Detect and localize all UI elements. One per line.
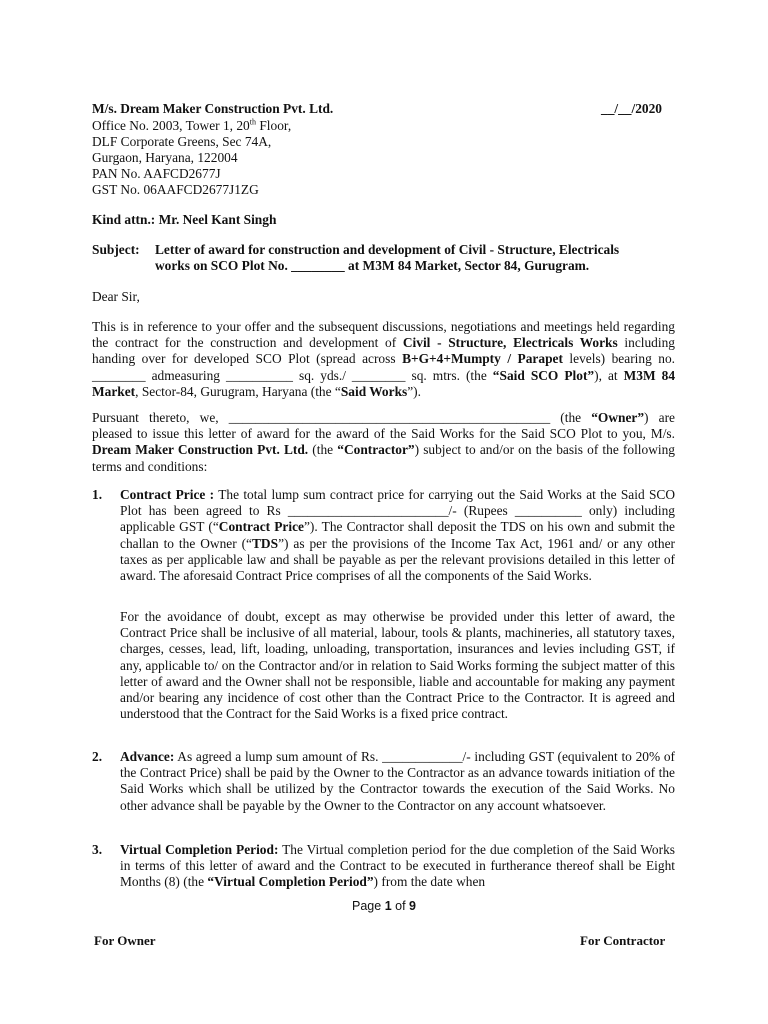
address-line-2: DLF Corporate Greens, Sec 74A, xyxy=(92,134,272,149)
signature-contractor: For Contractor xyxy=(580,933,666,948)
clause-1-number: 1. xyxy=(92,487,103,502)
clause-1-paragraph-2: For the avoidance of doubt, except as may otherwise be provided under this letter of award, the Contract Price shall be inclusive of all material, labour, tools & plants, machineries, all statutory taxes, charges, cesses, lead, lift, loading, unloading, transportation, insurances and levies including GST, if any, applicable to/ on the Contractor and/or in relation to Said Works forming the subject matter of this letter of award and the Owner shall not be responsible, liable and accountable for making any payment and/or bearing any incidence of cost other than the Contract Price to the Contractor. It is agreed and understood that the Contract for the Said Works is a fixed price contract. xyxy=(120,609,675,722)
pursuant-paragraph: Pursuant thereto, we, ________________________________________________ (the “Owner”) are pleased to issue this letter of award for the award of the Said Works for the Said SCO Plot to you, M/s. Dream Maker Construction Pvt. Ltd. (the “Contractor”) subject to and/or on the basis of the following terms and conditions: xyxy=(92,410,675,474)
gst-number: GST No. 06AAFCD2677J1ZG xyxy=(92,182,259,197)
salutation: Dear Sir, xyxy=(92,289,140,304)
intro-paragraph: This is in reference to your offer and the subsequent discussions, negotiations and meetings held regarding the contract for the construction and development of Civil - Structure, Electricals Works including handing over for developed SCO Plot (spread across B+G+4+Mumpty / Parapet levels) bearing no. ________ admeasuring __________ sq. yds./ ________ sq. mtrs. (the “Said SCO Plot”), at M3M 84 Market, Sector-84, Gurugram, Haryana (the “Said Works”). xyxy=(92,319,676,399)
clause-1-text: Contract Price : The total lump sum contract price for carrying out the Said Works at the Said SCO Plot has been agreed to Rs ________________________/- (Rupees __________ only) including applicable GST (“Contract Price”). The Contractor shall deposit the TDS on his own and submit the challan to the Owner (“TDS”) as per the provisions of the Income Tax Act, 1961 and/ or any other taxes as per applicable law and shall be payable as per the relevant provisions detailed in this letter of award. The aforesaid Contract Price comprises of all the components of the Said Works. xyxy=(120,487,676,584)
kind-attention: Kind attn.: Mr. Neel Kant Singh xyxy=(92,212,277,227)
signature-owner: For Owner xyxy=(94,933,156,948)
page-number: Page 1 of 9 xyxy=(352,899,416,913)
subject-label: Subject: xyxy=(92,242,140,257)
address-line-1: Office No. 2003, Tower 1, 20th Floor, xyxy=(92,117,292,133)
subject-line-2: works on SCO Plot No. ________ at M3M 84 Market, Sector 84, Gurugram. xyxy=(155,258,590,273)
address-line-3: Gurgaon, Haryana, 122004 xyxy=(92,150,238,165)
company-name: M/s. Dream Maker Construction Pvt. Ltd. xyxy=(92,101,334,116)
clause-3-text: Virtual Completion Period: The Virtual completion period for the due completion of the Said Works in terms of this letter of award and the Contract to be executed in furtherance thereof shall be Eight Months (8) (the “Virtual Completion Period”) from the date when xyxy=(120,842,675,890)
letter-date: __/__/2020 xyxy=(601,101,663,116)
clause-2-text: Advance: As agreed a lump sum amount of Rs. ____________/- including GST (equivalent to 20% of the Contract Price) shall be paid by the Owner to the Contractor as an advance towards initiation of the Said Works which shall be utilized by the Contractor towards the execution of the Said Works. No other advance shall be payable by the Owner to the Contractor on any account whatsoever. xyxy=(120,749,675,813)
subject-line-1: Letter of award for construction and development of Civil - Structure, Electricals xyxy=(155,242,620,257)
clause-2-number: 2. xyxy=(92,749,103,764)
clause-3-number: 3. xyxy=(92,842,103,857)
pan-number: PAN No. AAFCD2677J xyxy=(92,166,221,181)
